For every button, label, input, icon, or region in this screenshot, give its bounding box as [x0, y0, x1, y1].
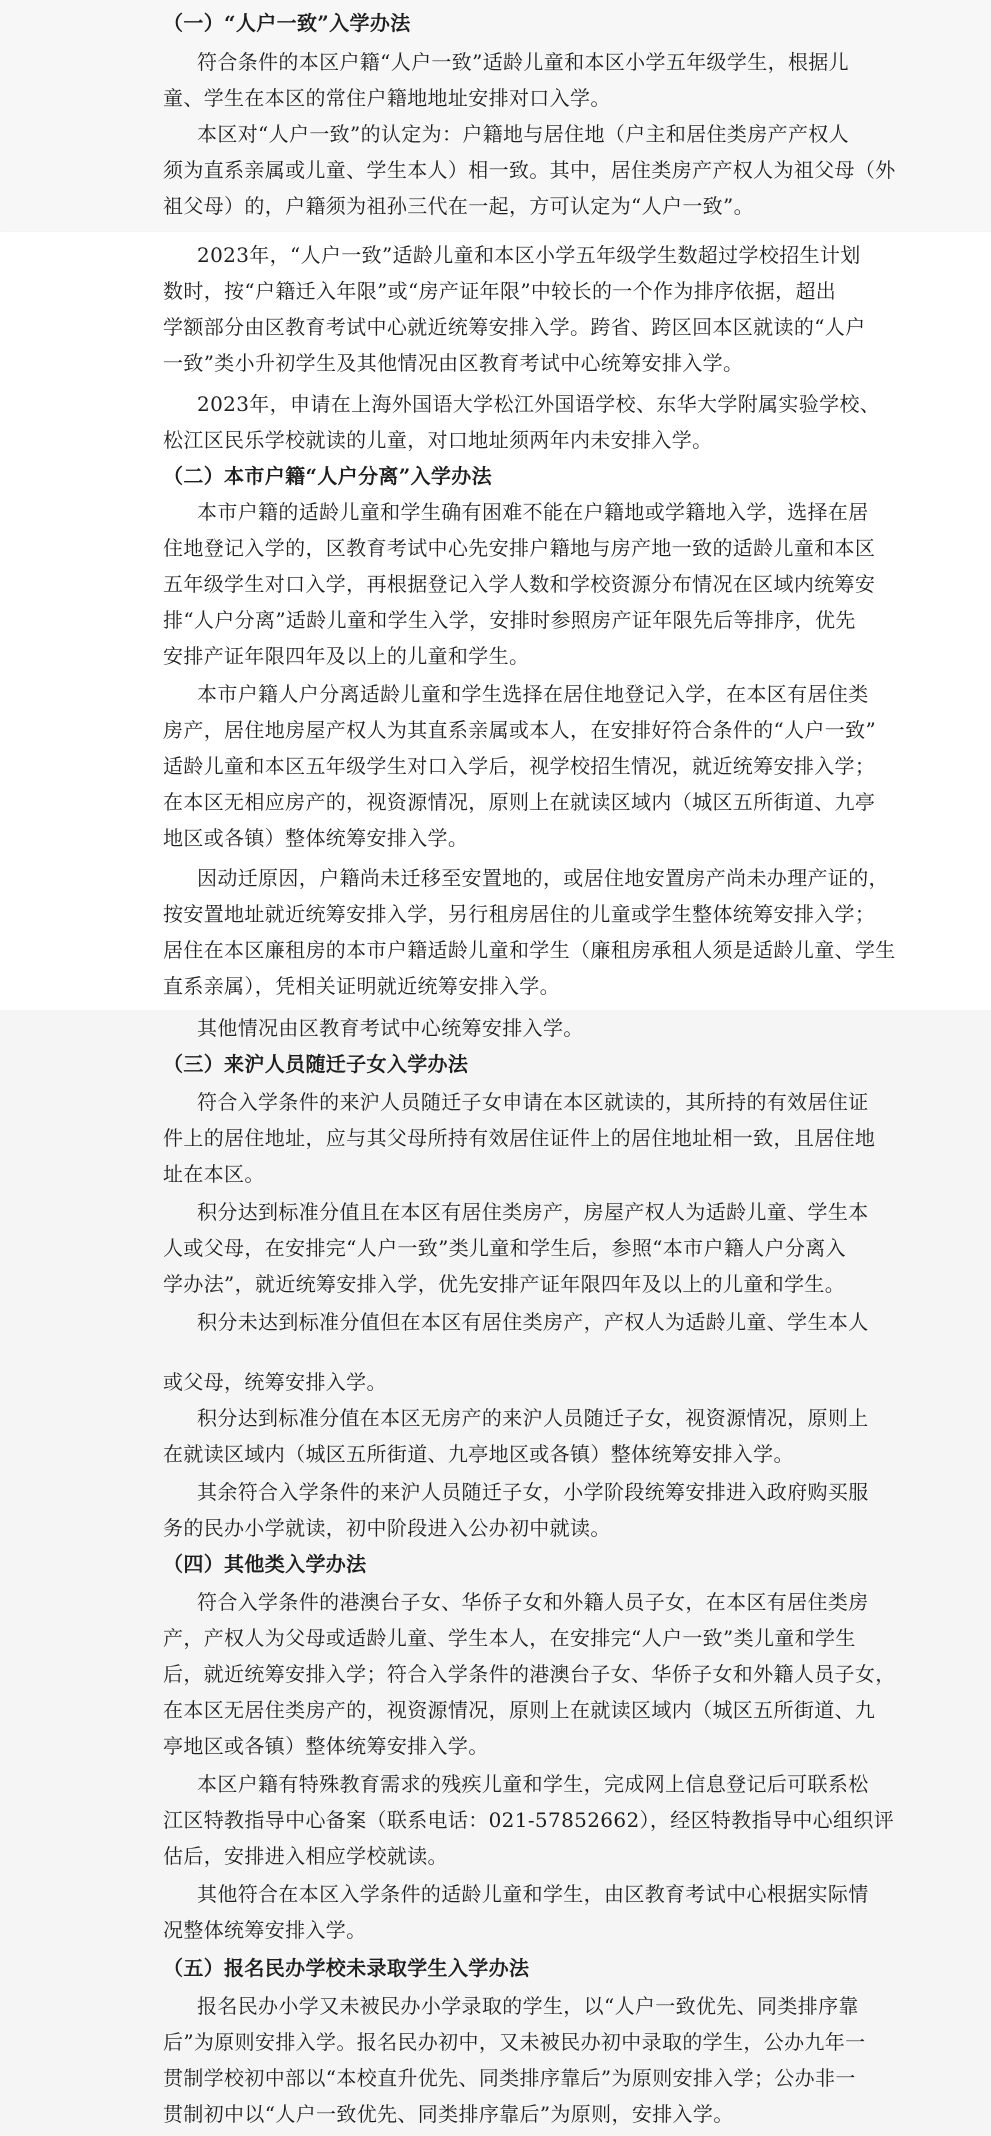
- paragraph-line: 况整体统筹安排入学。: [163, 1918, 367, 1942]
- paragraph-line: 亭地区或各镇）整体统筹安排入学。: [163, 1734, 489, 1758]
- section-heading-1: （一）“人户一致”入学办法: [163, 11, 411, 35]
- paragraph-line: 因动迁原因，户籍尚未迁移至安置地的，或居住地安置房产尚未办理产证的，: [197, 866, 889, 890]
- paragraph-line: 江区特教指导中心备案（联系电话：021-57852662），经区特教指导中心组织评: [163, 1808, 895, 1832]
- paragraph-line: 学办法”，就近统筹安排入学，优先安排产证年限四年及以上的儿童和学生。: [163, 1272, 846, 1296]
- paragraph-line: 祖父母）的，户籍须为祖孙三代在一起，方可认定为“人户一致”。: [163, 194, 754, 218]
- paragraph-line: 其余符合入学条件的来沪人员随迁子女，小学阶段统筹安排进入政府购买服: [197, 1480, 869, 1504]
- paragraph-line: 人或父母，在安排完“人户一致”类儿童和学生后，参照“本市户籍人户分离入: [163, 1236, 846, 1260]
- section-heading-2: （二）本市户籍“人户分离”入学办法: [163, 464, 492, 488]
- paragraph-line: 估后，安排进入相应学校就读。: [163, 1844, 448, 1868]
- paragraph-line: 房产，居住地房屋产权人为其直系亲属或本人，在安排好符合条件的“人户一致”: [163, 718, 877, 742]
- paragraph-line: 本区对“人户一致”的认定为：户籍地与居住地（户主和居住类房产产权人: [197, 122, 849, 146]
- paragraph-line: 2023年，“人户一致”适龄儿童和本区小学五年级学生数超过学校招生计划: [197, 243, 861, 267]
- paragraph-line: 符合条件的本区户籍“人户一致”适龄儿童和本区小学五年级学生，根据儿: [197, 50, 849, 74]
- paragraph-line: 贯制学校初中部以“本校直升优先、同类排序靠后”为原则安排入学；公办非一: [163, 2066, 856, 2090]
- paragraph-line: 童、学生在本区的常住户籍地地址安排对口入学。: [163, 86, 611, 110]
- paragraph-line: 符合入学条件的来沪人员随迁子女申请在本区就读的，其所持的有效居住证: [197, 1090, 869, 1114]
- paragraph-line: 其他情况由区教育考试中心统筹安排入学。: [197, 1016, 584, 1040]
- paragraph-line: 2023年，申请在上海外国语大学松江外国语学校、东华大学附属实验学校、: [197, 392, 881, 416]
- paragraph-line: 在本区无相应房产的，视资源情况，原则上在就读区域内（城区五所街道、九亭: [163, 790, 876, 814]
- paragraph-line: 在本区无居住类房产的，视资源情况，原则上在就读区域内（城区五所街道、九: [163, 1698, 876, 1722]
- paragraph-line: 其他符合在本区入学条件的适龄儿童和学生，由区教育考试中心根据实际情: [197, 1882, 869, 1906]
- paragraph-line: 地区或各镇）整体统筹安排入学。: [163, 826, 469, 850]
- paragraph-line: 在就读区域内（城区五所街道、九亭地区或各镇）整体统筹安排入学。: [163, 1442, 794, 1466]
- paragraph-line: 后”为原则安排入学。报名民办初中，又未被民办初中录取的学生，公办九年一: [163, 2030, 866, 2054]
- paragraph-line: 本市户籍的适龄儿童和学生确有困难不能在户籍地或学籍地入学，选择在居: [197, 500, 869, 524]
- paragraph-line: 适龄儿童和本区五年级学生对口入学后，视学校招生情况，就近统筹安排入学；: [163, 754, 876, 778]
- paragraph-line: 一致”类小升初学生及其他情况由区教育考试中心统筹安排入学。: [163, 351, 744, 375]
- paragraph-line: 松江区民乐学校就读的儿童，对口地址须两年内未安排入学。: [163, 428, 713, 452]
- paragraph-line: 直系亲属），凭相关证明就近统筹安排入学。: [163, 974, 560, 998]
- paragraph-line: 积分达到标准分值在本区无房产的来沪人员随迁子女，视资源情况，原则上: [197, 1406, 869, 1430]
- paragraph-line: 或父母，统筹安排入学。: [163, 1370, 387, 1394]
- paragraph-line: 务的民办小学就读，初中阶段进入公办初中就读。: [163, 1516, 611, 1540]
- paragraph-line: 居住在本区廉租房的本市户籍适龄儿童和学生（廉租房承租人须是适龄儿童、学生: [163, 938, 896, 962]
- section-heading-3: （三）来沪人员随迁子女入学办法: [163, 1052, 469, 1076]
- paragraph-line: 报名民办小学又未被民办小学录取的学生，以“人户一致优先、同类排序靠: [197, 1994, 859, 2018]
- paragraph-line: 积分达到标准分值且在本区有居住类房产，房屋产权人为适龄儿童、学生本: [197, 1200, 869, 1224]
- paragraph-line: 产，产权人为父母或适龄儿童、学生本人，在安排完“人户一致”类儿童和学生: [163, 1626, 856, 1650]
- paragraph-line: 本市户籍人户分离适龄儿童和学生选择在居住地登记入学，在本区有居住类: [197, 682, 869, 706]
- paragraph-line: 址在本区。: [163, 1162, 265, 1186]
- section-heading-5: （五）报名民办学校未录取学生入学办法: [163, 1956, 530, 1980]
- paragraph-line: 贯制初中以“人户一致优先、同类排序靠后”为原则，安排入学。: [163, 2102, 734, 2126]
- paragraph-line: 安排产证年限四年及以上的儿童和学生。: [163, 644, 530, 668]
- paragraph-line: 积分未达到标准分值但在本区有居住类房产，产权人为适龄儿童、学生本人: [197, 1310, 869, 1334]
- paragraph-line: 按安置地址就近统筹安排入学，另行租房居住的儿童或学生整体统筹安排入学；: [163, 902, 876, 926]
- paragraph-line: 符合入学条件的港澳台子女、华侨子女和外籍人员子女，在本区有居住类房: [197, 1590, 869, 1614]
- paragraph-line: 住地登记入学的，区教育考试中心先安排户籍地与房产地一致的适龄儿童和本区: [163, 536, 876, 560]
- paragraph-line: 后，就近统筹安排入学；符合入学条件的港澳台子女、华侨子女和外籍人员子女，: [163, 1662, 896, 1686]
- paragraph-line: 数时，按“户籍迁入年限”或“房产证年限”中较长的一个作为排序依据，超出: [163, 279, 837, 303]
- paragraph-line: 排“人户分离”适龄儿童和学生入学，安排时参照房产证年限先后等排序，优先: [163, 608, 856, 632]
- paragraph-line: 学额部分由区教育考试中心就近统筹安排入学。跨省、跨区回本区就读的“人户: [163, 315, 866, 339]
- paragraph-line: 本区户籍有特殊教育需求的残疾儿童和学生，完成网上信息登记后可联系松: [197, 1772, 869, 1796]
- paragraph-line: 五年级学生对口入学，再根据登记入学人数和学校资源分布情况在区域内统筹安: [163, 572, 876, 596]
- paragraph-line: 须为直系亲属或儿童、学生本人）相一致。其中，居住类房产产权人为祖父母（外: [163, 158, 896, 182]
- paragraph-line: 件上的居住地址，应与其父母所持有效居住证件上的居住地址相一致，且居住地: [163, 1126, 876, 1150]
- section-heading-4: （四）其他类入学办法: [163, 1552, 367, 1576]
